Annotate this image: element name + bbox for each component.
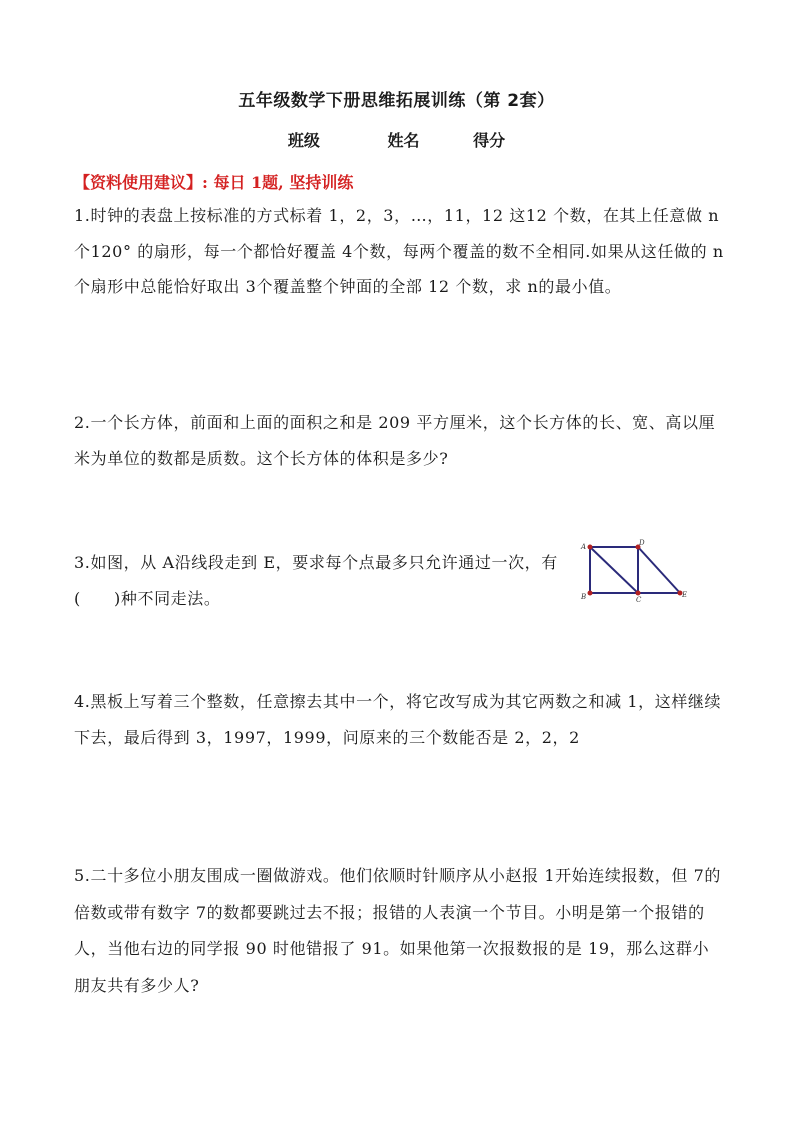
class-field-label: 班级 (287, 131, 320, 150)
question-3: 3.如图，从 A沿线段走到 E，要求每个点最多只允许通过一次，有( )种不同走法。 (74, 553, 558, 608)
geometry-figure (578, 537, 690, 603)
question-5: 5.二十多位小朋友围成一圈做游戏。他们依顺时针顺序从小赵报 1开始连续报数，但 7的倍数或带有数字 7的数都要跳过去不报；报错的人表演一个节目。小明是第一个报错的人，当他右边的同学报 90 时他错报了 91。如果他第一次报数报的是 19，那么这群小朋友共有多少人? (74, 866, 721, 995)
point-label-e: E (682, 591, 688, 599)
usage-advice: 【资料使用建议】: 每日 1题, 坚持训练 (74, 173, 354, 192)
point-label-b: B (581, 593, 587, 601)
question-4: 4.黑板上写着三个整数，任意擦去其中一个，将它改写成为其它两数之和减 1，这样继续下去，最后得到 3，1997，1999，问原来的三个数能否是 2，2，2 (74, 692, 722, 747)
point-label-a: A (581, 543, 587, 551)
question-2: 2.一个长方体，前面和上面的面积之和是 209 平方厘米，这个长方体的长、宽、高以厘米为单位的数都是质数。这个长方体的体积是多少? (74, 413, 716, 468)
student-info-fields (0, 128, 793, 151)
score-field-label: 得分 (473, 131, 506, 150)
point-label-d: D (639, 539, 645, 547)
page-title: 五年级数学下册思维拓展训练（第 2套） (238, 91, 555, 111)
question-1: 1.时钟的表盘上按标准的方式标着 1，2，3，…，11，12 这12 个数，在其上任意做 n个120° 的扇形，每一个都恰好覆盖 4个数，每两个覆盖的数不全相同.如果从这任做的 n个扇形中总能恰好取出 3个覆盖整个钟面的全部 12 个数，求 n的最小值。 (74, 206, 724, 296)
point-label-c: C (636, 596, 642, 603)
name-field-label: 姓名 (387, 131, 420, 150)
